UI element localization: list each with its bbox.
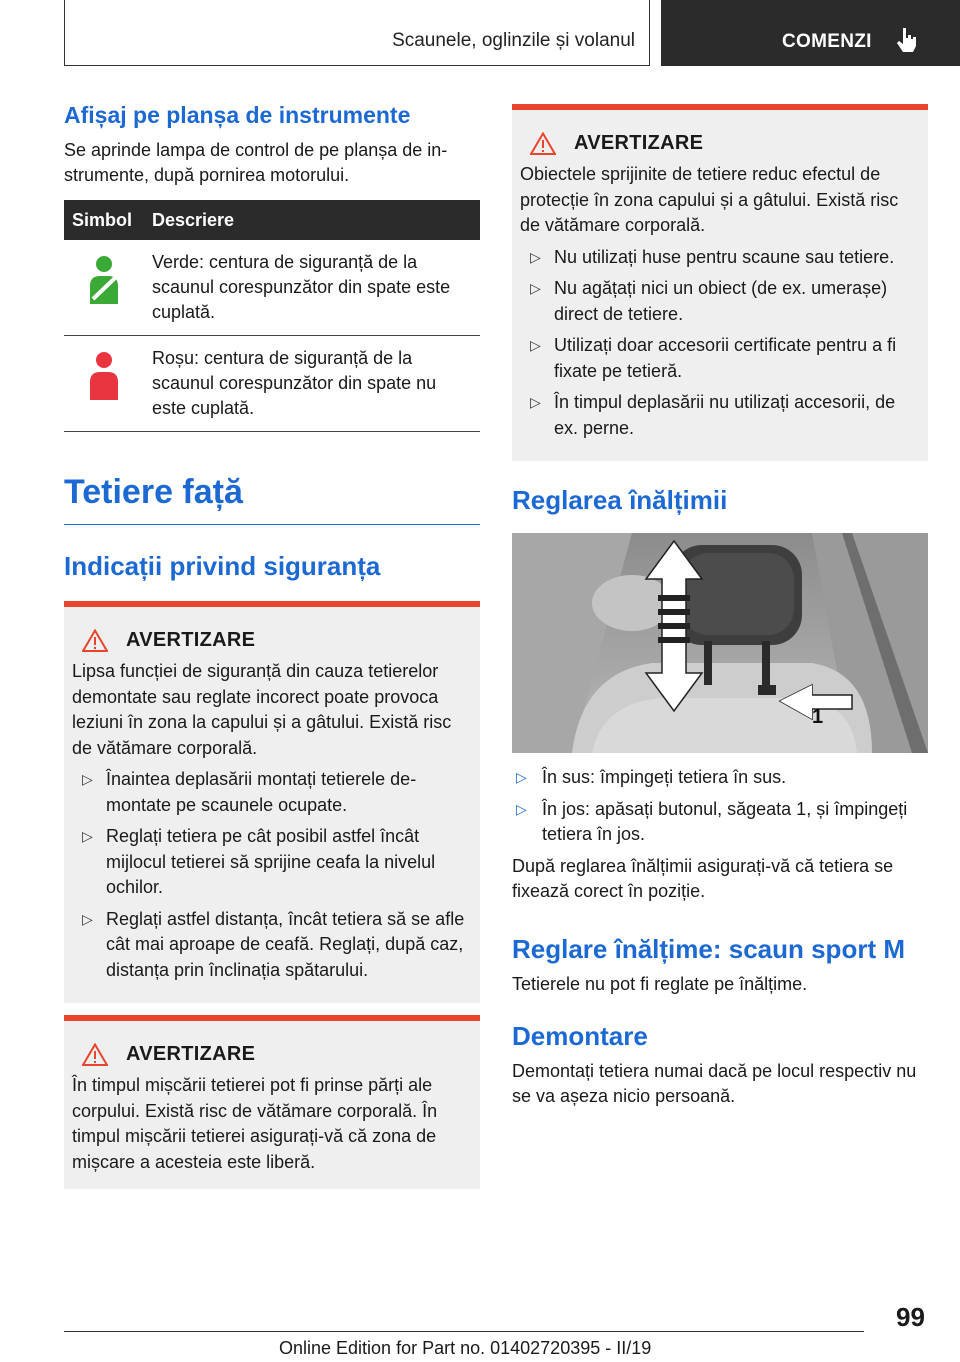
list-item-text: Nu utilizați huse pentru scaune sau tetiere. xyxy=(554,246,895,267)
warning-box xyxy=(64,1015,480,1189)
table-header-description: Descriere xyxy=(144,200,480,240)
sport-heading: Reglare înălțime: scaun sport M xyxy=(512,933,905,964)
list-item xyxy=(520,276,920,327)
height-steps xyxy=(512,765,928,848)
list-item-text: Reglați astfel distanța, încât tetiera să se afle cât mai aproape de ceafă. Reglați, după caz, distanța prin înclinația spătarului. xyxy=(106,908,465,980)
triangle-bullet-icon: ▷ xyxy=(516,769,527,785)
page-number: 99 xyxy=(896,1302,925,1332)
warning-box xyxy=(512,104,928,461)
display-text: Se aprinde lampa de control de pe planșa de instrumente, după pornirea motorului. xyxy=(64,140,448,185)
footer-edition: Online Edition for Part no. 01402720395 - II/19 xyxy=(279,1338,652,1358)
triangle-bullet-icon: ▷ xyxy=(530,337,541,353)
warning-triangle-icon xyxy=(82,629,108,652)
warning-text: Obiectele sprijinite de tetiere reduc efectul de protecție în zona capului și a gâtului. Există risc de vătămare corporală. xyxy=(520,164,899,235)
description-cell: Roșu: centura de siguranță de la scaunul corespunzător din spate nu este cuplată. xyxy=(144,336,480,432)
list-item-text: Reglați tetiera pe cât posibil astfel încât mijlocul tetierei să sprijine ceafa la nivelul ochilor. xyxy=(106,826,436,897)
warning-title: AVERTIZARE xyxy=(126,628,256,651)
list-item-text: În jos: apăsați butonul, săgeata 1, și împingeți tetiera în jos. xyxy=(542,798,908,844)
triangle-bullet-icon: ▷ xyxy=(530,248,541,265)
left-column xyxy=(64,100,480,1189)
list-item xyxy=(520,390,920,441)
header-tab[interactable] xyxy=(661,0,960,66)
warning-list xyxy=(72,767,472,983)
table-header-row xyxy=(64,200,480,240)
list-item xyxy=(520,333,920,384)
display-heading: Afișaj pe planșa de instrumente xyxy=(64,102,411,128)
main-heading: Tetiere față xyxy=(64,470,480,525)
seatbelt-unfastened-red-icon xyxy=(87,352,121,400)
list-item-text: Înaintea deplasării montați tetierele demontate pe scaunele ocupate. xyxy=(106,769,417,815)
right-column xyxy=(512,100,928,1109)
warning-header xyxy=(520,128,920,158)
warning-title: AVERTIZARE xyxy=(574,131,704,154)
sport-text: Tetierele nu pot fi reglate pe înălțime. xyxy=(512,973,808,994)
list-item xyxy=(72,824,472,901)
table-row xyxy=(64,240,480,336)
warning-header xyxy=(72,625,472,655)
warning-header xyxy=(72,1039,472,1069)
list-item xyxy=(520,245,920,271)
height-note: După reglarea înălțimii asigurați-vă că tetiera se fixează corect în poziție. xyxy=(512,855,894,901)
remove-text: Demontați tetiera numai dacă pe locul respectiv nu se va așeza nicio persoană. xyxy=(512,1060,917,1106)
warning-triangle-icon xyxy=(82,1043,108,1066)
list-item xyxy=(512,797,928,848)
symbol-cell xyxy=(64,240,144,336)
list-item-text: În timpul deplasării nu utilizați accesorii, de ex. perne. xyxy=(554,392,896,438)
height-heading: Reglarea înălțimii xyxy=(512,485,728,515)
headrest-adjustment-illustration xyxy=(512,533,928,753)
tab-label[interactable]: COMENZI xyxy=(782,31,872,52)
hand-pointer-icon xyxy=(894,26,920,54)
list-item xyxy=(512,765,928,791)
warning-text: Lipsa funcției de siguranță din cauza tetierelor demontate sau reglate incorect poate provoca leziuni în zona la capului și a gâtului. Există risc de vătămare corporală. xyxy=(72,661,452,758)
warning-title: AVERTIZARE xyxy=(126,1042,256,1065)
list-item xyxy=(72,767,472,818)
table-header-symbol: Simbol xyxy=(64,200,144,240)
footer-divider xyxy=(64,1331,864,1332)
triangle-bullet-icon: ▷ xyxy=(516,800,527,817)
remove-heading: Demontare xyxy=(512,1020,648,1051)
list-item-text: În sus: împingeți tetiera în sus. xyxy=(542,767,787,787)
triangle-bullet-icon: ▷ xyxy=(530,394,541,410)
warning-list xyxy=(520,245,920,442)
symbol-cell xyxy=(64,336,144,432)
warning-text: În timpul mișcării tetierei pot fi prinse părți ale corpului. Există risc de vătămare corporală. În timpul mișcării tetierei asigurați-vă că zona de mișcare a acesteia este liberă. xyxy=(72,1075,438,1172)
description-cell: Verde: centura de siguranță de la scaunul corespunzător din spate este cuplată. xyxy=(144,240,480,336)
warning-triangle-icon xyxy=(530,132,556,155)
triangle-bullet-icon: ▷ xyxy=(82,910,93,927)
triangle-bullet-icon: ▷ xyxy=(82,828,93,844)
triangle-bullet-icon: ▷ xyxy=(530,280,541,296)
chapter-title: Scaunele, oglinzile și volanul xyxy=(392,30,635,51)
list-item xyxy=(72,907,472,984)
list-item-text: Utilizați doar accesorii certificate pentru a fi fixate pe tetieră. xyxy=(554,335,897,381)
list-item-text: Nu agățați nici un obiect (de ex. umerașe) direct de tetiere. xyxy=(554,278,888,324)
seatbelt-fastened-green-icon xyxy=(87,256,121,304)
table-row xyxy=(64,336,480,432)
callout-number: 1 xyxy=(812,706,824,728)
safety-heading: Indicații privind siguranța xyxy=(64,551,381,581)
triangle-bullet-icon: ▷ xyxy=(82,771,93,787)
symbol-table xyxy=(64,200,480,432)
header-chapter-box xyxy=(64,0,650,66)
warning-box xyxy=(64,601,480,1003)
